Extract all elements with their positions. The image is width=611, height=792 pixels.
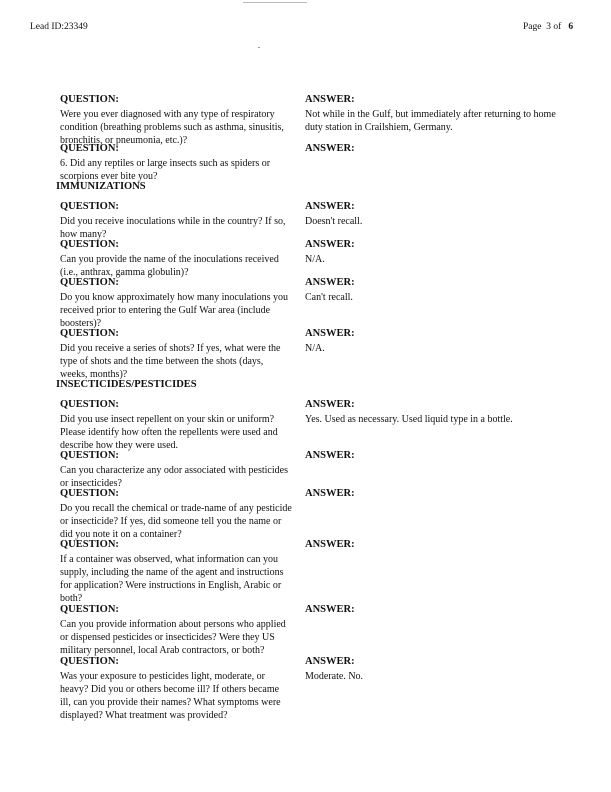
answer-block [305,603,565,618]
question-block [60,487,292,541]
question-text: If a container was observed, what information can you supply, including the name of the agent and instructions for application? Were instructions in English, Arabic or both? [60,554,284,604]
question-text: Did you receive inoculations while in the country? If so, how many? [60,216,286,240]
answer-label: ANSWER: [305,450,355,461]
section-immunizations: IMMUNIZATIONS [56,181,146,192]
answer-block [305,655,565,683]
question-label: QUESTION: [60,239,119,250]
question-label: QUESTION: [60,539,119,550]
question-label: QUESTION: [60,328,119,339]
question-label: QUESTION: [60,604,119,615]
question-text: 6. Did any reptiles or large insects such as spiders or scorpions ever bite you? [60,158,271,182]
answer-label: ANSWER: [305,239,355,250]
answer-text: N/A. [305,254,325,265]
answer-block [305,93,565,134]
question-label: QUESTION: [60,656,119,667]
question-block [60,398,292,452]
question-text: Was your exposure to pesticides light, moderate, or heavy? Did you or others become ill? If others became ill, can you provide their names? What symptoms were displayed? What treatment was provided? [60,671,281,721]
question-block [60,276,292,330]
question-block [60,327,292,381]
answer-label: ANSWER: [305,488,355,499]
answer-label: ANSWER: [305,94,355,105]
answer-block [305,276,565,304]
question-label: QUESTION: [60,277,119,288]
answer-block [305,200,565,228]
answer-text: N/A. [305,343,325,354]
question-block [60,142,292,183]
answer-block [305,238,565,266]
question-text: Can you provide the name of the inoculations received (i.e., anthrax, gamma globulin)? [60,254,279,278]
question-text: Were you ever diagnosed with any type of respiratory condition (breathing problems such as asthma, sinusitis, bronchitis, or pneumonia, etc.)? [60,109,284,146]
answer-block [305,449,565,464]
question-label: QUESTION: [60,201,119,212]
answer-label: ANSWER: [305,328,355,339]
answer-block [305,398,565,426]
answer-text: Moderate. No. [305,671,364,682]
answer-label: ANSWER: [305,277,355,288]
page-current: 3 [546,22,551,32]
question-label: QUESTION: [60,94,119,105]
question-text: Do you recall the chemical or trade-name of any pesticide or insecticide? If yes, did someone tell you the name or did you note it on a container? [60,503,292,540]
answer-text: Not while in the Gulf, but immediately after returning to home duty station in Crailshiem, Germany. [305,109,556,133]
page-label: Page [523,22,542,32]
section-insecticides: INSECTICIDES/PESTICIDES [56,379,197,390]
answer-block [305,538,565,553]
page-number [523,22,573,32]
lead-id: Lead ID:23349 [30,22,88,32]
answer-text: Doesn't recall. [305,216,363,227]
question-label: QUESTION: [60,399,119,410]
question-text: Can you characterize any odor associated with pesticides or insecticides? [60,465,288,489]
answer-label: ANSWER: [305,143,355,154]
answer-block [305,142,565,157]
question-text: Can you provide information about persons who applied or dispensed pesticides or insecticides? Were they US military personnel, local Arab contractors, or both? [60,619,286,656]
question-block [60,449,292,490]
question-label: QUESTION: [60,143,119,154]
answer-label: ANSWER: [305,604,355,615]
page-total: 6 [568,22,574,32]
question-block [60,238,292,279]
question-block [60,538,292,605]
question-block [60,655,292,722]
question-text: Do you know approximately how many inoculations you received prior to entering the Gulf War area (include boosters)? [60,292,289,329]
answer-block [305,487,565,502]
question-text: Did you use insect repellent on your skin or uniform? Please identify how often the repellents were used and describe how they were used. [60,414,278,451]
answer-label: ANSWER: [305,656,355,667]
question-block [60,200,292,241]
answer-label: ANSWER: [305,539,355,550]
question-block [60,603,292,657]
question-label: QUESTION: [60,450,119,461]
scan-artifact-dot [258,47,260,48]
answer-text: Yes. Used as necessary. Used liquid type in a bottle. [305,414,513,425]
answer-label: ANSWER: [305,201,355,212]
scan-artifact-line [243,2,307,3]
question-label: QUESTION: [60,488,119,499]
answer-label: ANSWER: [305,399,355,410]
question-block [60,93,292,147]
page-of: of [553,22,562,32]
answer-block [305,327,565,355]
answer-text: Can't recall. [305,292,353,303]
question-text: Did you receive a series of shots? If yes, what were the type of shots and the time between the shots (days, weeks, months)? [60,343,281,380]
